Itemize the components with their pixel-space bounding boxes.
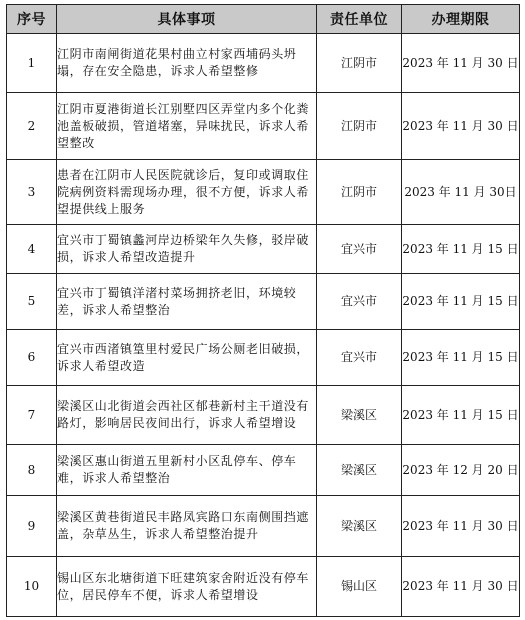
header-index: 序号 xyxy=(7,5,57,34)
row-description: 宜兴市丁蜀镇洋渚村菜场拥挤老旧，环境较差，诉求人希望整治 xyxy=(57,274,317,330)
row-deadline: 2023 年 11 月 30 日 xyxy=(402,557,520,617)
table-row xyxy=(7,93,520,160)
row-unit: 江阴市 xyxy=(317,93,402,160)
row-deadline: 2023 年 11 月 15 日 xyxy=(402,274,520,330)
row-deadline: 2023 年 12 月 20 日 xyxy=(402,445,520,496)
row-description: 锡山区东北塘街道下旺建筑家舍附近没有停车位，居民停车不便，诉求人希望增设 xyxy=(57,557,317,617)
row-description: 宜兴市西渚镇篁里村爱民广场公厕老旧破损，诉求人希望改造 xyxy=(57,330,317,386)
table-row xyxy=(7,496,520,557)
row-index: 4 xyxy=(7,225,57,274)
header-unit: 责任单位 xyxy=(317,5,402,34)
row-index: 3 xyxy=(7,160,57,225)
table-row xyxy=(7,386,520,445)
row-description: 江阴市南闸街道花果村曲立村家西埔码头坍塌，存在安全隐患，诉求人希望整修 xyxy=(57,34,317,93)
row-description: 患者在江阴市人民医院就诊后，复印或调取住院病例资料需现场办理，很不方便，诉求人希望提供线上服务 xyxy=(57,160,317,225)
row-unit: 江阴市 xyxy=(317,160,402,225)
row-deadline: 2023 年 11 月 30 日 xyxy=(402,496,520,557)
row-description: 梁溪区惠山街道五里新村小区乱停车、停车难，诉求人希望整治 xyxy=(57,445,317,496)
row-description: 宜兴市丁蜀镇蠡河岸边桥梁年久失修，驳岸破损，诉求人希望改造提升 xyxy=(57,225,317,274)
table-row xyxy=(7,557,520,617)
row-index: 8 xyxy=(7,445,57,496)
row-unit: 宜兴市 xyxy=(317,225,402,274)
row-deadline: 2023 年 11 月 15 日 xyxy=(402,386,520,445)
row-index: 5 xyxy=(7,274,57,330)
row-deadline: 2023 年 11 月 15 日 xyxy=(402,225,520,274)
row-index: 1 xyxy=(7,34,57,93)
row-unit: 宜兴市 xyxy=(317,330,402,386)
row-unit: 锡山区 xyxy=(317,557,402,617)
row-description: 江阴市夏港街道长江别墅四区弄堂内多个化粪池盖板破损，管道堵塞，异味扰民，诉求人希望整改 xyxy=(57,93,317,160)
row-deadline: 2023 年 11 月 30 日 xyxy=(402,93,520,160)
table-row xyxy=(7,445,520,496)
row-index: 7 xyxy=(7,386,57,445)
header-row xyxy=(7,5,520,34)
matters-table xyxy=(6,4,520,617)
table-row xyxy=(7,225,520,274)
row-deadline: 2023 年 11 月 30日 xyxy=(402,160,520,225)
header-description: 具体事项 xyxy=(57,5,317,34)
row-unit: 江阴市 xyxy=(317,34,402,93)
row-unit: 宜兴市 xyxy=(317,274,402,330)
row-unit: 梁溪区 xyxy=(317,445,402,496)
table-row xyxy=(7,274,520,330)
row-deadline: 2023 年 11 月 30 日 xyxy=(402,34,520,93)
row-unit: 梁溪区 xyxy=(317,386,402,445)
row-index: 2 xyxy=(7,93,57,160)
table-row xyxy=(7,160,520,225)
row-index: 9 xyxy=(7,496,57,557)
header-deadline: 办理期限 xyxy=(402,5,520,34)
row-deadline: 2023 年 11 月 15 日 xyxy=(402,330,520,386)
row-index: 6 xyxy=(7,330,57,386)
row-description: 梁溪区黄巷街道民丰路凤宾路口东南侧围挡遮盖，杂草丛生，诉求人希望整治提升 xyxy=(57,496,317,557)
row-index: 10 xyxy=(7,557,57,617)
table-row xyxy=(7,330,520,386)
row-description: 梁溪区山北街道会西社区郁巷新村主干道没有路灯，影响居民夜间出行，诉求人希望增设 xyxy=(57,386,317,445)
row-unit: 梁溪区 xyxy=(317,496,402,557)
table-row xyxy=(7,34,520,93)
